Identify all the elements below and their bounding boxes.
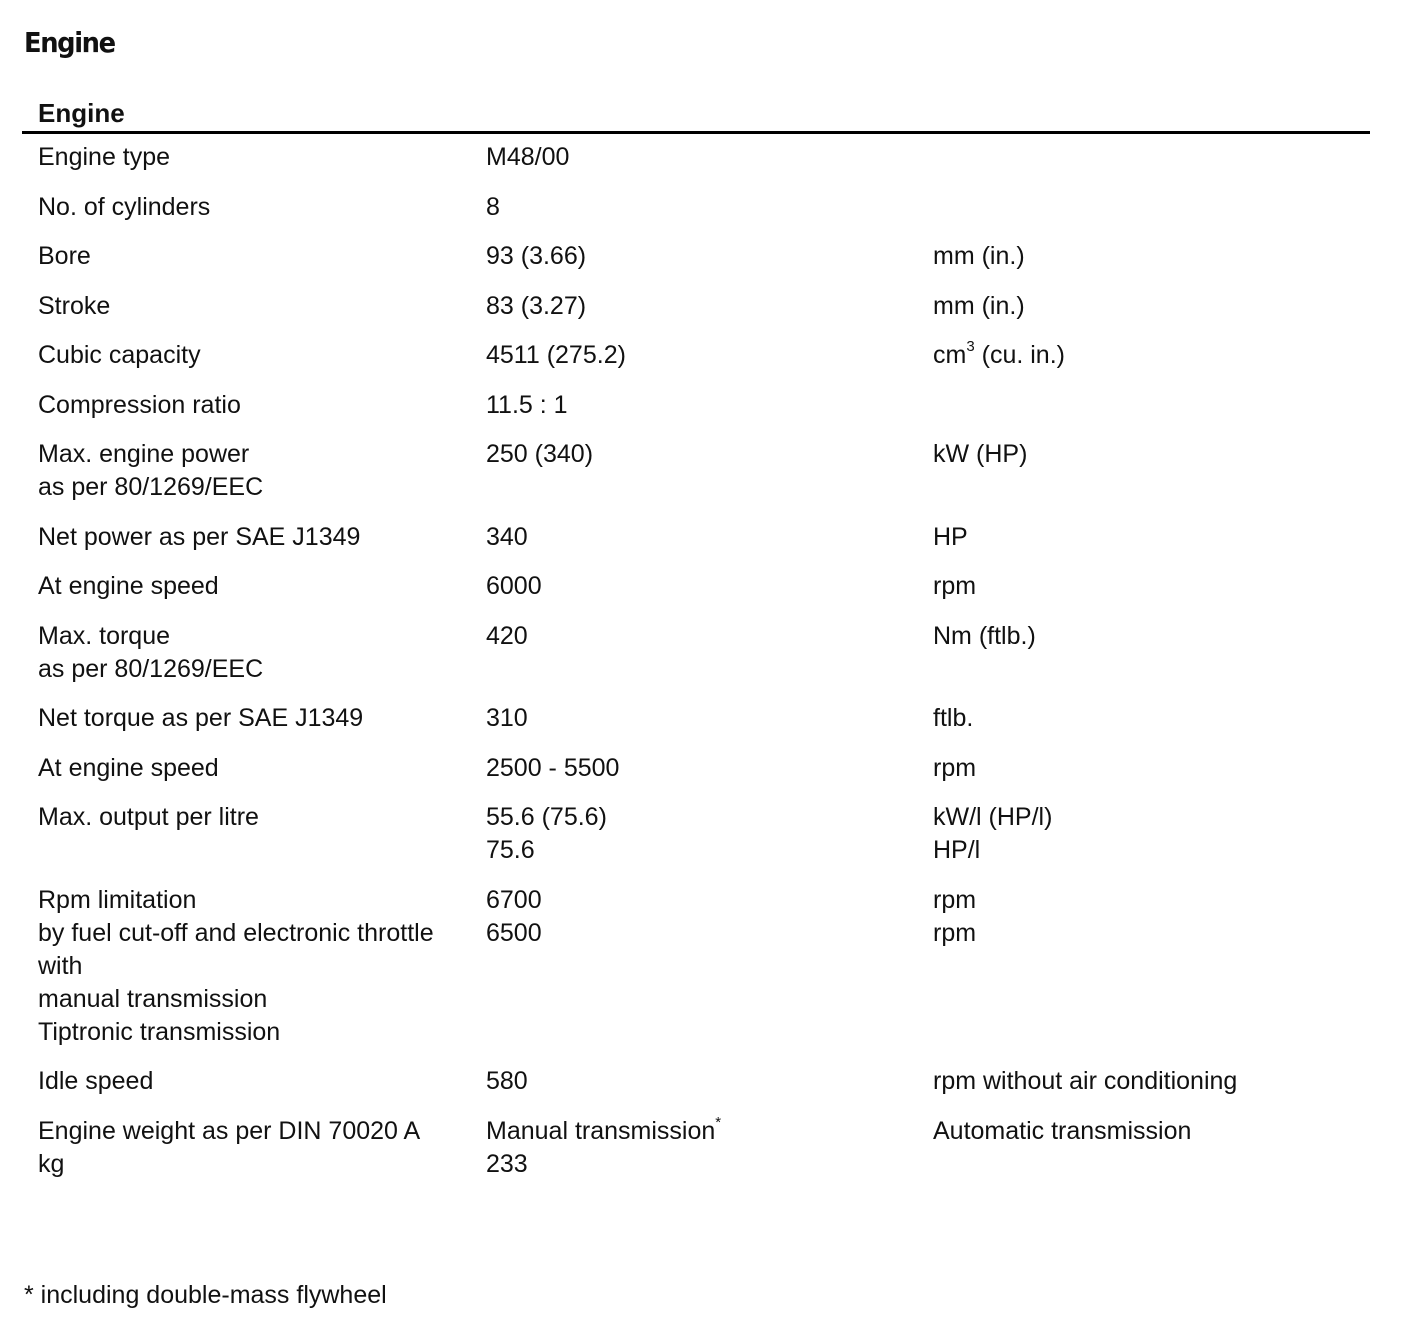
row-unit: kW (HP) — [933, 440, 1028, 468]
row-label: Rpm limitation by fuel cut-off and electronic throttle with manual transmission Tiptronic transmission — [38, 885, 434, 1046]
row-unit: mm (in.) — [933, 242, 1025, 270]
row-label: No. of cylinders — [38, 192, 211, 221]
row-value: 11.5 : 1 — [486, 390, 568, 419]
row-label: Engine type — [38, 143, 171, 171]
engine-spec-table — [22, 94, 1370, 1197]
unit-suffix: (cu. in.) — [974, 341, 1065, 369]
table-row-max-torque — [22, 620, 1370, 686]
row-unit: rpm without air conditioning — [933, 1067, 1238, 1095]
row-unit — [933, 141, 1370, 174]
value-line: 233 — [486, 1149, 528, 1178]
row-value — [486, 1115, 933, 1181]
page-title: Engine — [24, 26, 115, 59]
row-label: Idle speed — [38, 1067, 154, 1095]
row-value: 420 — [486, 621, 528, 650]
row-value: 8 — [486, 192, 500, 221]
table-row-max-engine-power — [22, 438, 1370, 504]
table-row-engine-type — [22, 141, 1370, 174]
row-label: Cubic capacity — [38, 341, 201, 369]
row-label: Max. output per litre — [38, 803, 259, 831]
row-unit — [933, 389, 1370, 422]
row-value: 340 — [486, 522, 528, 551]
row-unit: kW/l (HP/l) HP/l — [933, 803, 1053, 864]
row-value: M48/00 — [486, 143, 570, 171]
row-value: 2500 - 5500 — [486, 753, 620, 782]
table-row-net-power — [22, 521, 1370, 554]
unit-superscript: 3 — [966, 338, 975, 355]
row-label: Net torque as per SAE J1349 — [38, 704, 364, 732]
row-label: Max. engine power as per 80/1269/EEC — [38, 440, 264, 501]
row-value: 6000 — [486, 572, 542, 600]
table-row-cylinders — [22, 191, 1370, 224]
row-unit: HP — [933, 522, 968, 551]
value-line: Manual transmission — [486, 1116, 716, 1145]
table-row-torque-engine-speed — [22, 752, 1370, 785]
row-unit: ftlb. — [933, 704, 974, 732]
row-label: Engine weight as per DIN 70020 A kg — [38, 1116, 421, 1178]
row-label: Net power as per SAE J1349 — [38, 522, 361, 551]
row-label: Bore — [38, 242, 91, 270]
table-row-cubic-capacity — [22, 339, 1370, 372]
row-value: 250 (340) — [486, 440, 594, 468]
row-value: 83 (3.27) — [486, 291, 587, 320]
row-label: Max. torque as per 80/1269/EEC — [38, 621, 264, 683]
row-label: At engine speed — [38, 753, 219, 782]
row-unit — [933, 339, 1370, 372]
row-value: 6700 6500 — [486, 885, 542, 947]
table-row-output-per-litre — [22, 801, 1370, 867]
table-row-power-engine-speed — [22, 570, 1370, 603]
table-row-idle-speed — [22, 1065, 1370, 1098]
row-unit: Nm (ftlb.) — [933, 621, 1036, 650]
row-label: Stroke — [38, 291, 111, 320]
table-row-rpm-limitation — [22, 884, 1370, 1049]
footnote-marker: * — [715, 1113, 722, 1131]
row-value: 55.6 (75.6) 75.6 — [486, 803, 607, 864]
table-row-stroke — [22, 290, 1370, 323]
footnote: * including double-mass flywheel — [24, 1281, 387, 1309]
row-label: At engine speed — [38, 572, 219, 600]
row-unit: mm (in.) — [933, 291, 1025, 320]
unit-base: cm — [933, 341, 967, 369]
table-row-engine-weight — [22, 1115, 1370, 1181]
row-unit — [933, 191, 1370, 224]
row-value: 93 (3.66) — [486, 242, 587, 270]
row-unit: rpm rpm — [933, 885, 977, 947]
row-unit: rpm — [933, 572, 977, 600]
row-value: 4511 (275.2) — [486, 341, 626, 369]
table-heading: Engine — [22, 94, 1370, 134]
table-row-net-torque — [22, 702, 1370, 735]
table-body — [22, 134, 1370, 1181]
table-row-compression-ratio — [22, 389, 1370, 422]
row-value: 580 — [486, 1067, 528, 1095]
table-row-bore — [22, 240, 1370, 273]
row-unit: Automatic transmission — [933, 1116, 1192, 1145]
row-label: Compression ratio — [38, 390, 241, 419]
row-value: 310 — [486, 704, 528, 732]
row-unit: rpm — [933, 753, 977, 782]
